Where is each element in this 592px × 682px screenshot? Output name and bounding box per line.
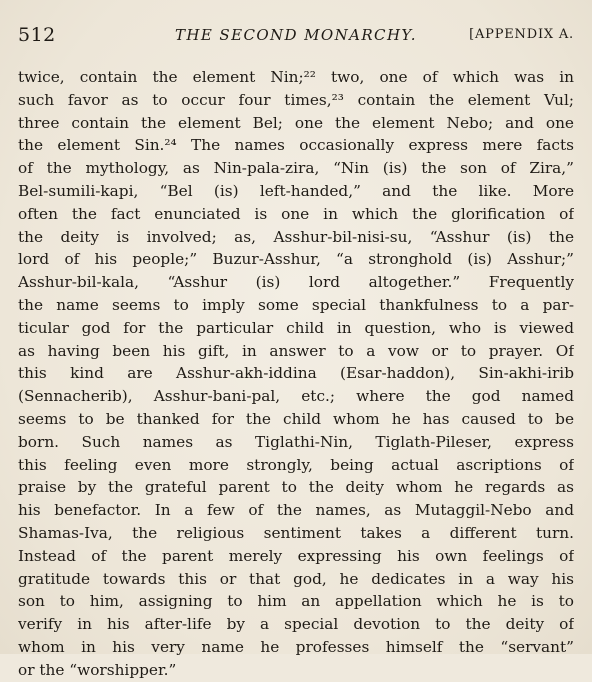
text-line: Bel-sumili-kapi, “Bel (is) left-handed,” and the like. More [18,181,574,200]
text-line: the name seems to imply some special thankfulness to a par- [18,295,574,314]
text-line: verify in his after-life by a special devotion to the deity of [18,615,574,634]
text-line: gratitude towards this or that god, he dedicates in a way his [18,569,574,588]
text-line: his benefactor. In a few of the names, as Mutaggil-Nebo and [18,501,574,520]
running-title: THE SECOND MONARCHY. [175,26,417,44]
text-line: often the fact enunciated is one in which the glorification of [18,204,574,223]
text-line: or the “worshipper.” [18,660,177,679]
text-line: the element Sin.²⁴ The names occasionally express mere facts [18,136,574,155]
text-line: Shamas-Iva, the religious sentiment takes a different turn. [18,523,574,542]
body-paragraph [18,66,574,682]
running-header [18,24,574,48]
text-line: twice, contain the element Nin;²² two, one of which was in [18,68,574,86]
text-line: (Sennacherib), Asshur-bani-pal, etc.; where the god named [18,387,574,406]
text-line: whom in his very name he professes himself the “servant” [18,637,574,656]
text-line: praise by the grateful parent to the deity whom he regards as [18,478,574,497]
text-line: seems to be thanked for the child whom he has caused to be [18,409,574,428]
text-line: Asshur-bil-kala, “Asshur (is) lord altogether.” Frequently [18,273,574,292]
text-line: ticular god for the particular child in question, who is viewed [18,318,574,337]
page-number: 512 [18,24,56,46]
text-line: of the mythology, as Nin-pala-zira, “Nin (is) the son of Zira,” [18,159,574,178]
text-line: Instead of the parent merely expressing his own feelings of [18,546,574,565]
text-line: lord of his people;” Buzur-Asshur, “a stronghold (is) Asshur;” [18,250,574,269]
text-line: the deity is involved; as, Asshur-bil-nisi-su, “Asshur (is) the [18,227,574,246]
text-line: born. Such names as Tiglathi-Nin, Tiglath-Pileser, express [18,432,574,451]
text-line: this feeling even more strongly, being actual ascriptions of [18,455,574,474]
appendix-label: [APPENDIX A. [469,27,574,42]
text-line: such favor as to occur four times,²³ contain the element Vul; [18,90,574,109]
text-line: three contain the element Bel; one the element Nebo; and one [18,113,574,132]
text-line: son to him, assigning to him an appellation which he is to [18,592,574,611]
text-line: this kind are Asshur-akh-iddina (Esar-haddon), Sin-akhi-irib [18,364,574,383]
text-line: as having been his gift, in answer to a vow or to prayer. Of [18,341,574,360]
